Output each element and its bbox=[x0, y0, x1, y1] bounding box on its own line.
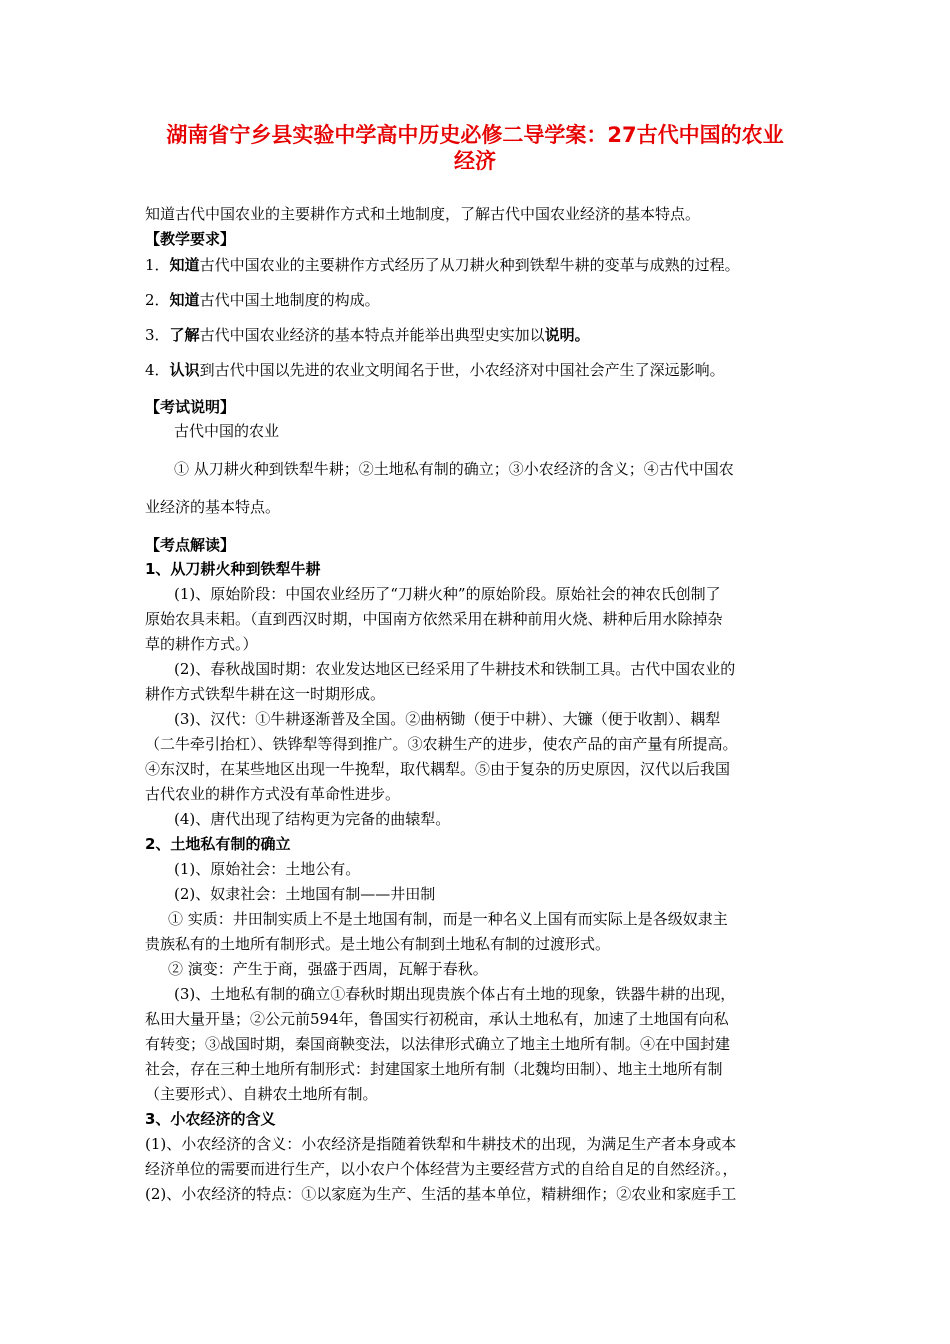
exam-line-1: ① 从刀耕火种到铁犁牛耕；②土地私有制的确立；③小农经济的含义；④古代中国农 bbox=[174, 460, 734, 478]
section-1-line: (3)、汉代：①牛耕逐渐普及全国。②曲柄锄（便于中耕）、大镰（便于收割）、耦犁 bbox=[174, 710, 721, 728]
section-1-line: 耕作方式铁犁牛耕在这一时期形成。 bbox=[145, 685, 386, 703]
section-1-line: 原始农具耒耜。（直到西汉时期，中国南方依然采用在耕种前用火烧、耕种后用水除掉杂 bbox=[145, 610, 723, 628]
teaching-item-3: 3．了解古代中国农业经济的基本特点并能举出典型史实加以说明。 bbox=[145, 326, 590, 344]
exam-subheading: 古代中国的农业 bbox=[174, 422, 280, 440]
exam-heading: 【考试说明】 bbox=[145, 398, 236, 416]
exam-line-2: 业经济的基本特点。 bbox=[145, 498, 281, 516]
section-2-line: 私田大量开垦；②公元前594年，鲁国实行初税亩，承认土地私有，加速了土地国有向私 bbox=[145, 1010, 729, 1028]
section-2-line: 有转变；③战国时期，秦国商鞅变法，以法律形式确立了地主土地所有制。④在中国封建 bbox=[145, 1035, 731, 1053]
points-heading: 【考点解读】 bbox=[145, 536, 236, 554]
doc-title-line-2: 经济 bbox=[454, 149, 496, 173]
teaching-item-2: 2．知道古代中国土地制度的构成。 bbox=[145, 291, 380, 309]
section-2-title: 2、土地私有制的确立 bbox=[145, 835, 291, 853]
section-1-line: (1)、原始阶段：中国农业经历了“刀耕火种”的原始阶段。原始社会的神农氏创制了 bbox=[174, 585, 721, 603]
section-1-line: (4)、唐代出现了结构更为完备的曲辕犁。 bbox=[174, 810, 451, 828]
section-1-line: 古代农业的耕作方式没有革命性进步。 bbox=[145, 785, 401, 803]
section-1-line: 草的耕作方式。） bbox=[145, 635, 258, 653]
section-2-line: 社会，存在三种土地所有制形式：封建国家土地所有制（北魏均田制）、地主土地所有制 bbox=[145, 1060, 723, 1078]
section-2-line: （主要形式）、自耕农土地所有制。 bbox=[145, 1085, 378, 1103]
section-3-line: 经济单位的需要而进行生产，以小农户个体经营为主要经营方式的自给自足的自然经济。， bbox=[145, 1160, 738, 1178]
section-2-line: ① 实质：井田制实质上不是土地国有制，而是一种名义上国有而实际上是各级奴隶主 bbox=[168, 910, 728, 928]
section-3-line: (2)、小农经济的特点：①以家庭为生产、生活的基本单位，精耕细作；②农业和家庭手工 bbox=[145, 1185, 737, 1203]
section-1-line: （二牛牵引抬杠）、铁铧犁等得到推广。③农耕生产的进步，使农产品的亩产量有所提高。 bbox=[145, 735, 738, 753]
section-2-line: ② 演变：产生于商，强盛于西周，瓦解于春秋。 bbox=[168, 960, 488, 978]
section-1-line: ④东汉时，在某些地区出现一牛挽犁，取代耦犁。⑤由于复杂的历史原因，汉代以后我国 bbox=[145, 760, 731, 778]
doc-title-line-1: 湖南省宁乡县实验中学高中历史必修二导学案：27古代中国的农业 bbox=[166, 123, 784, 147]
intro-text: 知道古代中国农业的主要耕作方式和土地制度，了解古代中国农业经济的基本特点。 bbox=[145, 205, 701, 223]
section-2-line: (1)、原始社会：土地公有。 bbox=[174, 860, 361, 878]
section-2-line: 贵族私有的土地所有制形式。是土地公有制到土地私有制的过渡形式。 bbox=[145, 935, 611, 953]
section-2-line: (2)、奴隶社会：土地国有制——井田制 bbox=[174, 885, 436, 903]
teaching-item-4: 4．认识到古代中国以先进的农业文明闻名于世，小农经济对中国社会产生了深远影响。 bbox=[145, 361, 725, 379]
teaching-heading: 【教学要求】 bbox=[145, 230, 236, 248]
section-1-title: 1、从刀耕火种到铁犁牛耕 bbox=[145, 560, 321, 578]
section-3-line: (1)、小农经济的含义：小农经济是指随着铁犁和牛耕技术的出现，为满足生产者本身或本 bbox=[145, 1135, 737, 1153]
section-2-line: (3)、土地私有制的确立①春秋时期出现贵族个体占有土地的现象，铁器牛耕的出现， bbox=[174, 985, 736, 1003]
section-1-line: (2)、春秋战国时期：农业发达地区已经采用了牛耕技术和铁制工具。古代中国农业的 bbox=[174, 660, 736, 678]
teaching-item-1: 1．知道古代中国农业的主要耕作方式经历了从刀耕火种到铁犁牛耕的变革与成熟的过程。 bbox=[145, 256, 740, 274]
section-3-title: 3、小农经济的含义 bbox=[145, 1110, 276, 1128]
